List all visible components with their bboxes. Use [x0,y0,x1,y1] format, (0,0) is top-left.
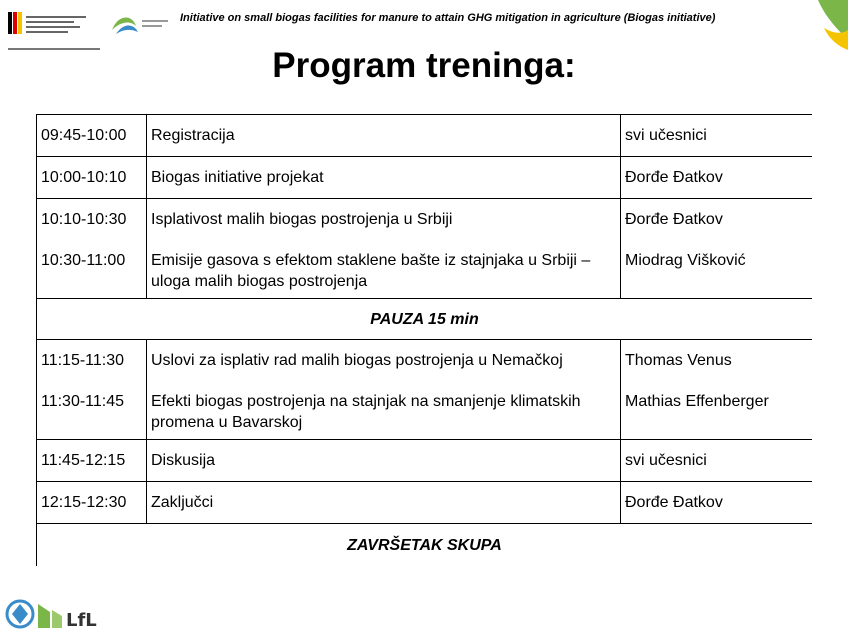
topic-entry: Isplativost malih biogas postrojenja u Srbiji [151,211,453,228]
initiative-swirl-icon [110,12,170,38]
topic-cell [147,199,621,299]
time-entry: 10:30-11:00 [41,252,126,269]
lfl-leaf-icon [38,604,62,628]
lfl-logo-text: LfL [66,610,97,631]
speaker-cell: Đorđe Đatkov [621,157,813,199]
speaker-cell [621,199,813,299]
topic-cell: Zaključci [147,482,621,524]
speaker-entry: Đorđe Đatkov [625,211,723,228]
footer-logos [4,592,114,634]
ministry-name-lines [26,16,86,36]
speaker-entry: Miodrag Višković [625,252,746,269]
time-cell [37,340,147,440]
topic-cell [147,340,621,440]
pause-row [37,299,813,340]
table-row [37,482,813,524]
eagle-icon [8,12,22,34]
time-cell: 12:15-12:30 [37,482,147,524]
speaker-entry: Mathias Effenberger [625,393,769,410]
end-label: ZAVRŠETAK SKUPA [37,524,813,567]
time-entry: 11:30-11:45 [41,393,125,410]
time-cell: 09:45-10:00 [37,115,147,157]
time-cell: 10:00-10:10 [37,157,147,199]
time-cell: 11:45-12:15 [37,440,147,482]
topic-entry: Uslovi za isplativ rad malih biogas postrojenja u Nemačkoj [151,352,563,369]
topic-cell: Registracija [147,115,621,157]
bavaria-logo-icon [7,601,33,627]
corner-decoration [808,0,848,50]
speaker-cell: svi učesnici [621,440,813,482]
time-entry: 11:15-11:30 [41,352,125,369]
page-title: Program treninga: [272,46,576,85]
initiative-header-text: Initiative on small biogas facilities for manure to attain GHG mitigation in agriculture (Biogas initiative) [180,12,716,24]
speaker-cell: svi učesnici [621,115,813,157]
speaker-entry: Thomas Venus [625,352,732,369]
end-row [37,524,813,567]
topic-cell: Biogas initiative projekat [147,157,621,199]
topic-entry: Efekti biogas postrojenja na stajnjak na smanjenje klimatskih promena u Bavarskoj [151,393,581,431]
schedule-table [36,114,812,566]
table-row [37,157,813,199]
time-entry: 10:10-10:30 [41,211,127,228]
time-cell [37,199,147,299]
speaker-cell [621,340,813,440]
table-row [37,115,813,157]
table-row [37,340,813,440]
table-row [37,199,813,299]
speaker-cell: Đorđe Đatkov [621,482,813,524]
topic-cell: Diskusija [147,440,621,482]
table-row [37,440,813,482]
pause-label: PAUZA 15 min [37,299,813,340]
topic-entry: Emisije gasova s efektom staklene bašte iz stajnjaka u Srbiji – uloga malih biogas postrojenja [151,252,591,290]
